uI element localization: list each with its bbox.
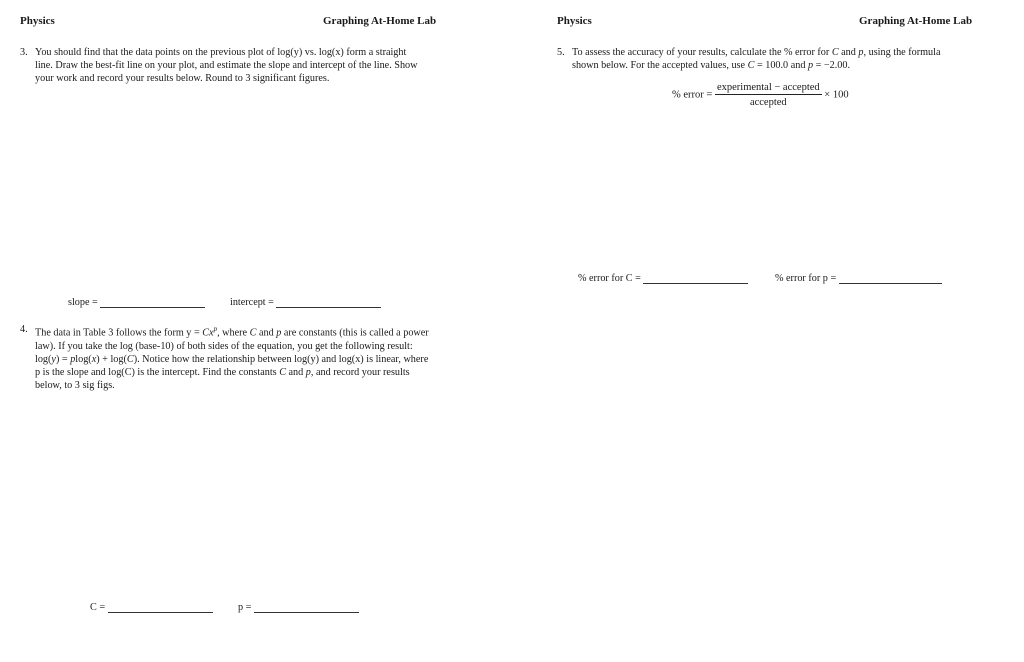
intercept-label: intercept =	[230, 297, 277, 308]
slope-answer-row	[68, 296, 205, 308]
question-3	[20, 46, 425, 86]
right-page	[512, 0, 1024, 662]
question-3-text: You should find that the data points on the previous plot of log(y) vs. log(x) form a straight line. Draw the best-fit line on your plot, and estimate the slope and intercept of the line. Show your work and record your results below. Round to 3 significant figures.	[35, 47, 418, 85]
formula-lhs: % error =	[672, 89, 715, 101]
intercept-answer-line[interactable]	[276, 296, 381, 308]
slope-label: slope =	[68, 297, 101, 308]
c-error-label: % error for C =	[578, 273, 644, 284]
intercept-answer-row	[230, 296, 381, 308]
left-header-course: Physics	[20, 15, 55, 27]
formula-denominator: accepted	[749, 97, 787, 108]
question-3-number: 3.	[20, 47, 28, 58]
p-answer-line[interactable]	[254, 601, 359, 613]
c-error-answer-line[interactable]	[643, 272, 748, 284]
left-header-title: Graphing At-Home Lab	[323, 15, 437, 27]
formula-numerator: experimental − accepted	[716, 82, 820, 93]
p-label: p =	[238, 602, 254, 613]
p-error-answer-row	[775, 272, 942, 284]
right-header-course: Physics	[557, 15, 592, 27]
p-answer-row	[238, 601, 359, 613]
c-label: C =	[90, 602, 108, 613]
question-5-text: To assess the accuracy of your results, calculate the % error for C and p, using the formula shown below. For the accepted values, use C = 100.0 and p = −2.00.	[572, 47, 941, 72]
c-answer-line[interactable]	[108, 601, 213, 613]
question-5	[557, 46, 967, 72]
right-header-title: Graphing At-Home Lab	[859, 15, 973, 27]
p-error-answer-line[interactable]	[839, 272, 942, 284]
c-answer-row	[90, 601, 213, 613]
question-5-number: 5.	[557, 47, 565, 58]
c-error-answer-row	[578, 272, 748, 284]
formula-fraction	[715, 82, 822, 108]
question-4-number: 4.	[20, 324, 28, 335]
question-4-text: The data in Table 3 follows the form $y = Cx^p$, where C and p are constants (this is called a power law). If you take the log (base-10) of both sides of the equation, you get the following result: log(y) = plog(x) + log(C). Notice how the relationship between log(y) and log(x) is linear, where p is the slope and log(C) is the intercept. Find the constants C and p, and record your results below, to 3 sig figs.	[35, 325, 429, 392]
percent-error-formula	[672, 82, 849, 108]
slope-answer-line[interactable]	[100, 296, 205, 308]
question-4	[20, 323, 435, 392]
p-error-label: % error for p =	[775, 273, 839, 284]
formula-rhs: × 100	[821, 89, 849, 101]
